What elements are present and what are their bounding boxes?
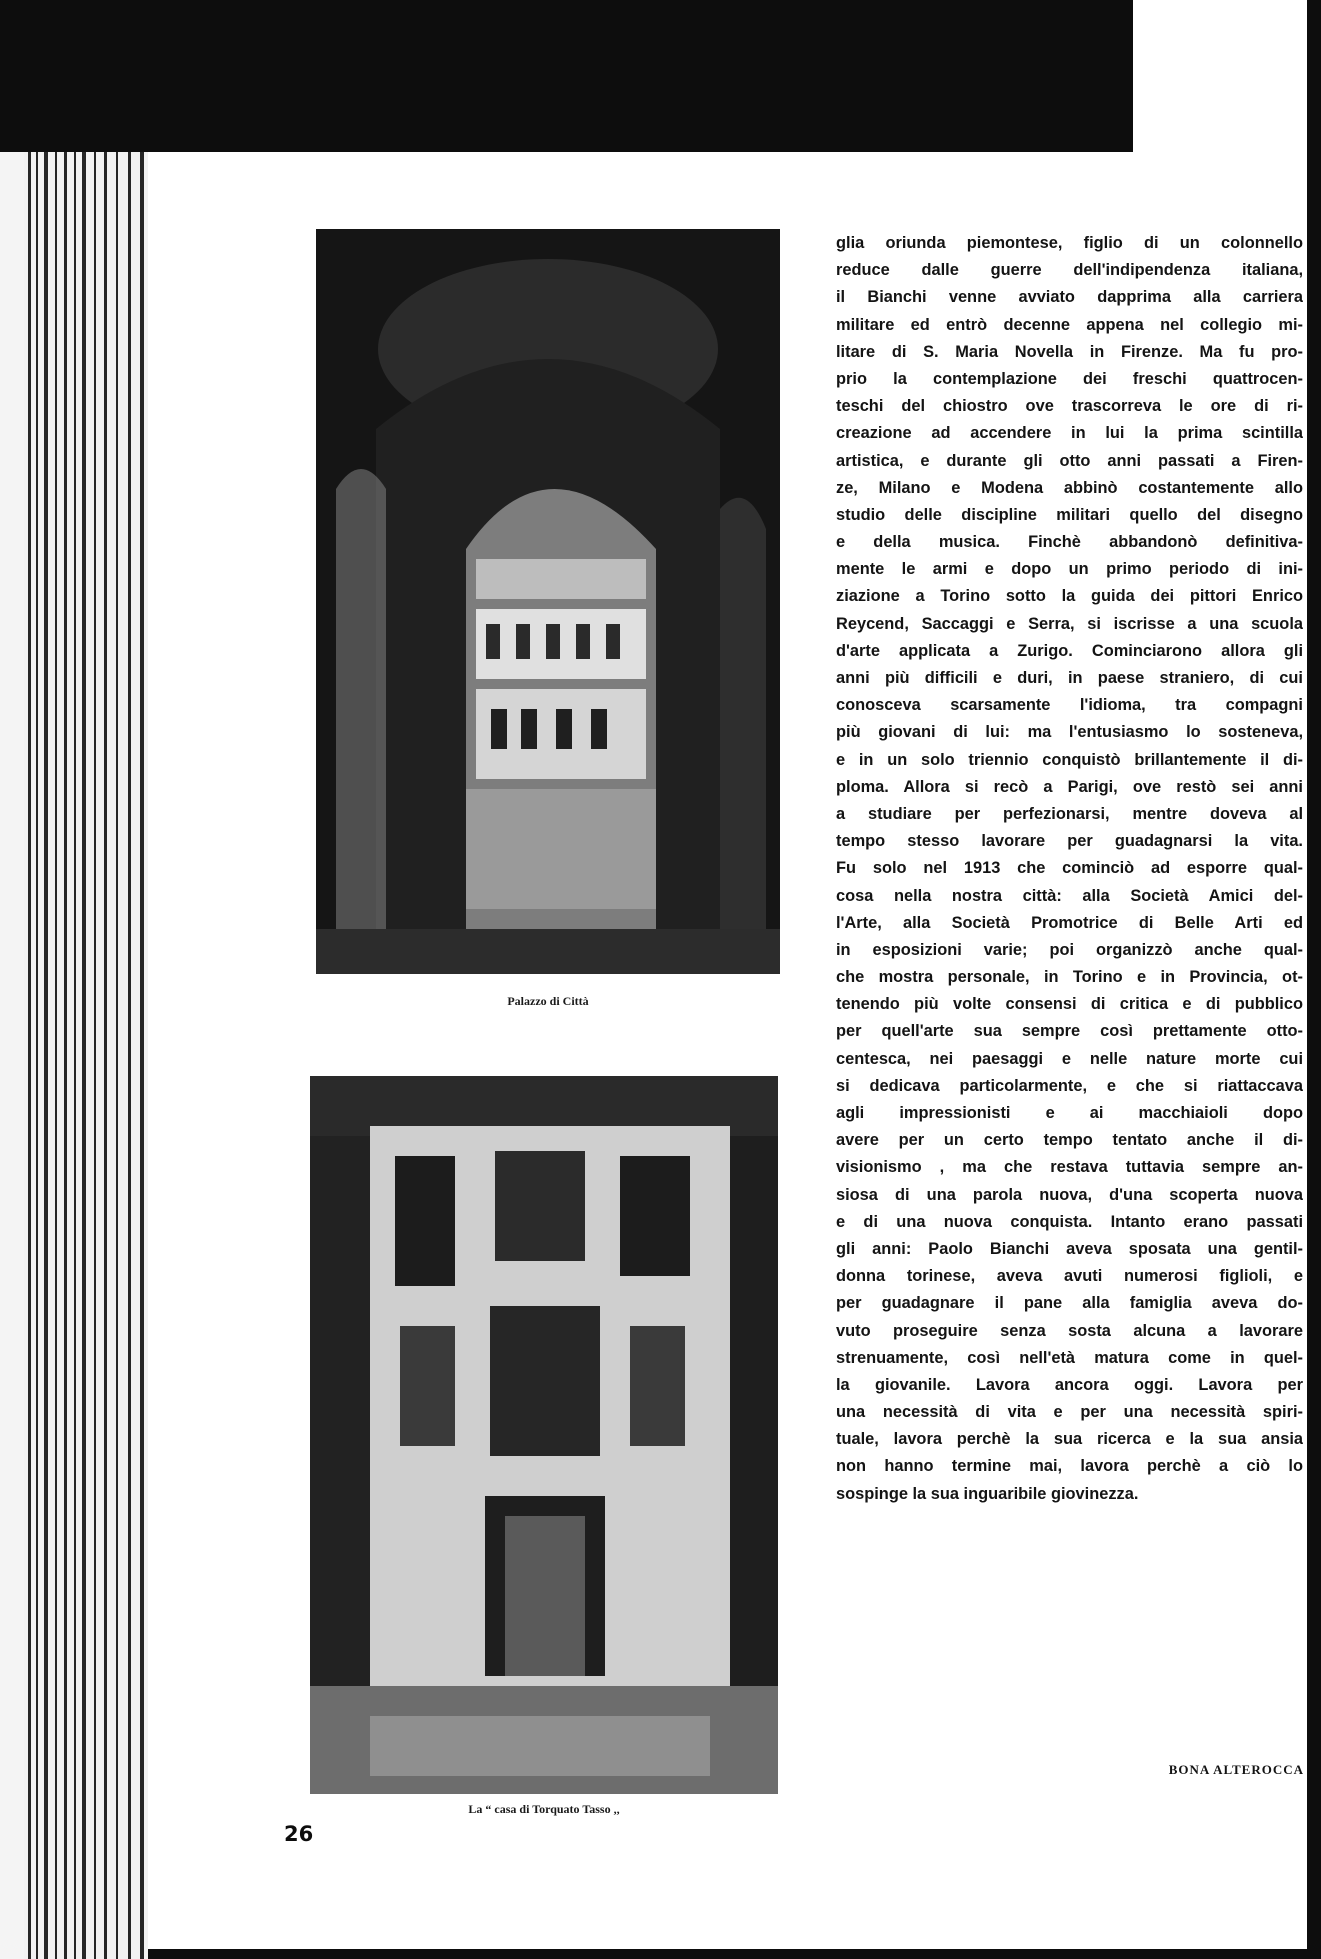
article-line: e della musica. Finchè abbandonò definitiva- <box>836 533 1303 552</box>
article-line: ziazione a Torino sotto la guida dei pittori Enrico <box>836 587 1303 606</box>
article-line: cosa nella nostra città: alla Società Amici del- <box>836 886 1303 905</box>
article-line: avere per un certo tempo tentato anche il di- <box>836 1131 1303 1150</box>
article-line: reduce dalle guerre dell'indipendenza italiana, <box>836 261 1303 280</box>
dark-scan-border-bottom <box>148 1949 1321 1959</box>
article-line: l'Arte, alla Società Promotrice di Belle Arti ed <box>836 913 1303 932</box>
article-line: la giovanile. Lavora ancora oggi. Lavora per <box>836 1375 1303 1394</box>
article-line: donna torinese, aveva avuti numerosi figlioli, e <box>836 1267 1303 1286</box>
article-line: in esposizioni varie; poi organizzò anche qual- <box>836 940 1303 959</box>
article-line: studio delle discipline militari quello del disegno <box>836 505 1303 524</box>
article-author: BONA ALTEROCCA <box>1168 1762 1304 1777</box>
scan-margin-left <box>0 152 24 1959</box>
article-line: anni più difficili e duri, in paese straniero, di cui <box>836 669 1303 687</box>
article-line: d'arte applicata a Zurigo. Cominciarono allora gli <box>836 641 1303 660</box>
article-line: artistica, e durante gli otto anni passati a Firen- <box>836 451 1303 470</box>
article-line: Reycend, Saccaggi e Serra, si iscrisse a una scuola <box>836 614 1303 633</box>
article-line: centesca, nei paesaggi e nelle nature morte cui <box>836 1049 1303 1068</box>
article-line: che mostra personale, in Torino e in Provincia, ot- <box>836 968 1303 987</box>
article-line: conosceva scarsamente l'idioma, tra compagni <box>836 696 1303 715</box>
article-line: prio la contemplazione dei freschi quattrocen- <box>836 369 1303 388</box>
article-line: litare di S. Maria Novella in Firenze. Ma fu pro- <box>836 342 1303 361</box>
article-line: militare ed entrò decenne appena nel collegio mi- <box>836 315 1303 334</box>
article-line: strenuamente, così nell'età matura come in quel- <box>836 1348 1303 1367</box>
article-line: a studiare per perfezionarsi, mentre doveva al <box>836 804 1303 823</box>
article-line: agli impressionisti e ai macchiaioli dopo <box>836 1104 1303 1122</box>
article-line: si dedicava particolarmente, e che si riattaccava <box>836 1076 1303 1095</box>
photo-palazzo-di-citta <box>316 229 780 974</box>
article-line: glia oriunda piemontese, figlio di un colonnello <box>836 234 1303 252</box>
article-line: per quell'arte sua sempre così prettamente otto- <box>836 1022 1303 1041</box>
article-body <box>836 230 1303 1508</box>
article-line: teschi del chiostro ove trascorreva le ore di ri- <box>836 397 1303 416</box>
page-number: 26 <box>284 1822 314 1846</box>
article-line: sospinge la sua inguaribile giovinezza. <box>836 1484 1139 1503</box>
article-line: gli anni: Paolo Bianchi aveva sposata una gentil- <box>836 1239 1303 1258</box>
photo-caption-casa-tasso: La “ casa di Torquato Tasso ,, <box>468 1802 620 1816</box>
article-line: non hanno termine mai, lavora perchè a ciò lo <box>836 1457 1303 1476</box>
article-line: tempo stesso lavorare per guadagnarsi la vita. <box>836 832 1303 851</box>
article-line: ze, Milano e Modena abbinò costantemente allo <box>836 478 1303 497</box>
article-line: e di una nuova conquista. Intanto erano passati <box>836 1212 1303 1231</box>
article-line: creazione ad accendere in lui la prima scintilla <box>836 424 1303 443</box>
article-line: Fu solo nel 1913 che cominciò ad esporre qual- <box>836 859 1303 878</box>
article-line: siosa di una parola nuova, d'una scoperta nuova <box>836 1185 1303 1204</box>
magazine-page <box>148 152 1307 1949</box>
dark-scan-border-right <box>1307 0 1321 1959</box>
dark-scan-border-top <box>0 0 1133 152</box>
article-line: e in un solo triennio conquistò brillantemente il di- <box>836 750 1303 769</box>
article-line: tuale, lavora perchè la sua ricerca e la sua ansia <box>836 1430 1303 1449</box>
article-line: il Bianchi venne avviato dapprima alla carriera <box>836 288 1303 307</box>
photo-casa-torquato-tasso <box>310 1076 778 1794</box>
book-page-edges <box>24 152 148 1959</box>
article-line: una necessità di vita e per una necessità spiri- <box>836 1403 1303 1422</box>
article-line: mente le armi e dopo un primo periodo di ini- <box>836 560 1303 579</box>
article-line: ploma. Allora si recò a Parigi, ove restò sei anni <box>836 777 1303 796</box>
article-line: per guadagnare il pane alla famiglia aveva do- <box>836 1294 1303 1313</box>
article-line: visionismo , ma che restava tuttavia sempre an- <box>836 1158 1303 1177</box>
article-line: più giovani di lui: ma l'entusiasmo lo sosteneva, <box>836 723 1303 742</box>
article-line: tenendo più volte consensi di critica e di pubblico <box>836 995 1303 1014</box>
photo-caption-palazzo: Palazzo di Città <box>507 994 589 1008</box>
article-line: vuto proseguire senza sosta alcuna a lavorare <box>836 1321 1303 1340</box>
